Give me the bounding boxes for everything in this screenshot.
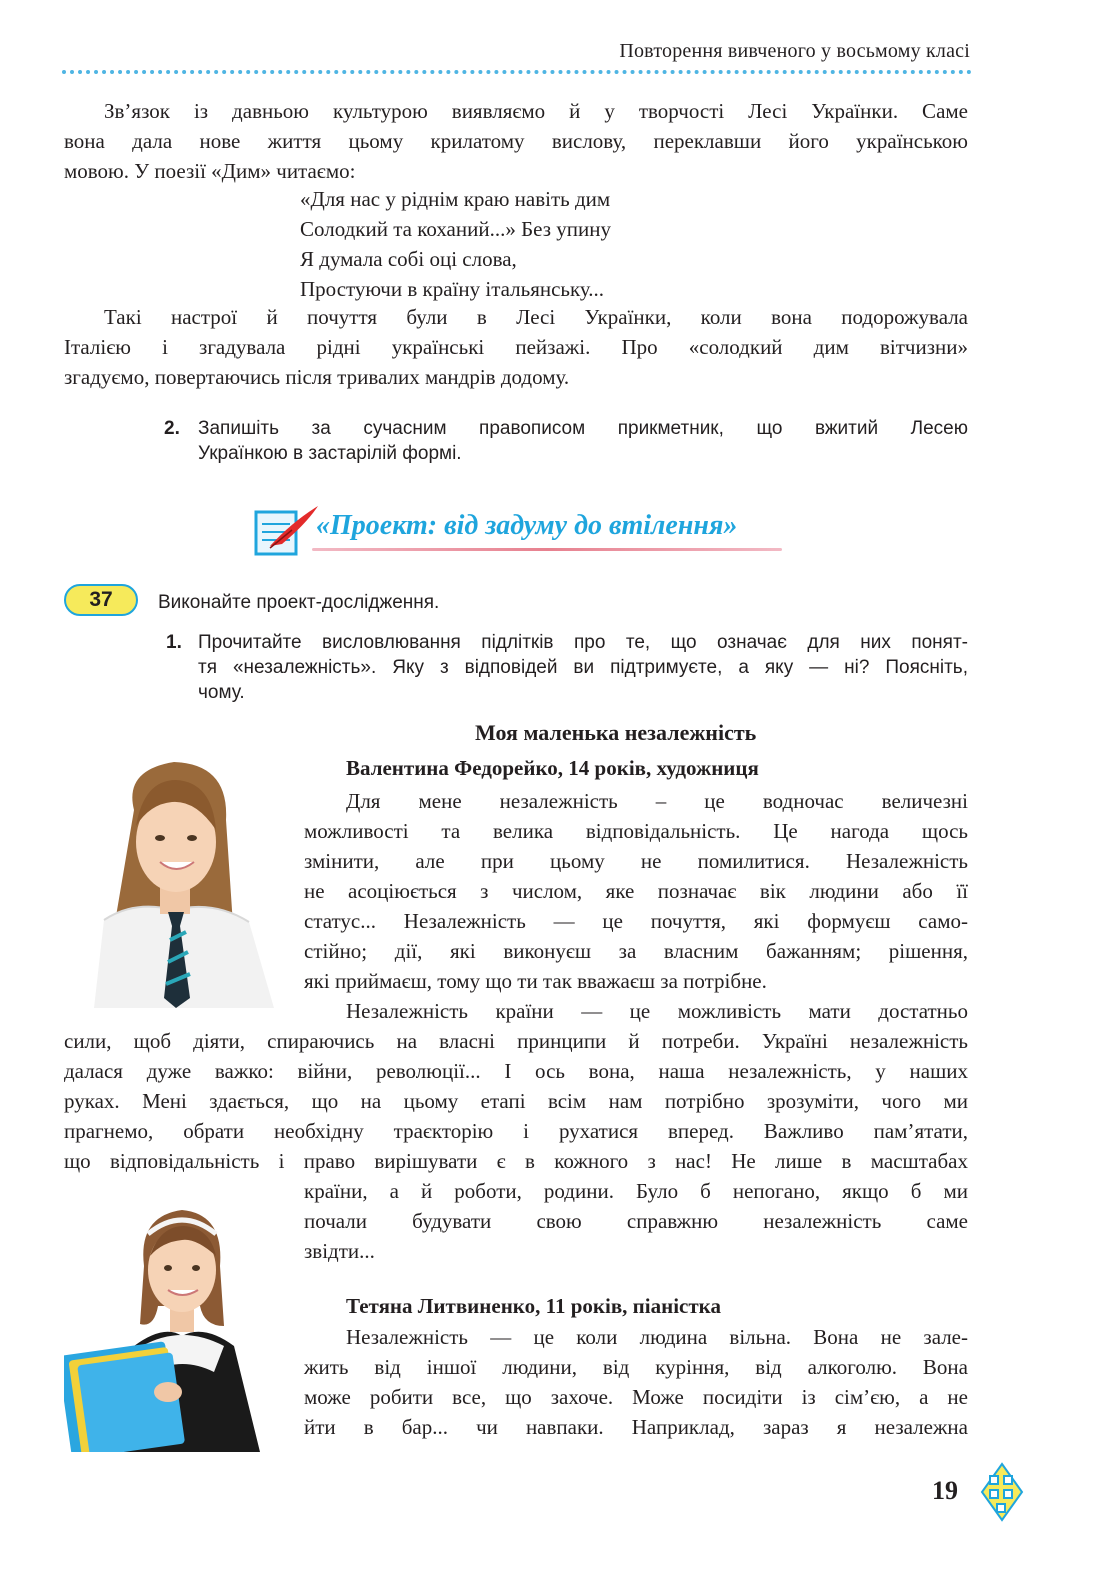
poem-quote: [300, 184, 760, 304]
text-line: стійно; дії, які виконуєш за власним бажанням; рішення,: [304, 939, 968, 963]
text-line: країни, а й роботи, родини. Було б непогано, якщо б ми: [304, 1179, 968, 1203]
text-line: почали будувати свою справжню незалежність саме: [304, 1209, 968, 1233]
task-1-text: [198, 630, 968, 705]
text-line: Італією і згадувала рідні українські пейзажі. Про «солодкий дим вітчизни»: [64, 335, 968, 359]
author-1-text-wide: [64, 1026, 968, 1176]
header-dotted-rule: [62, 70, 972, 74]
text-line: далася дуже важко: війни, революції... І ось вона, наша незалежність, у наших: [64, 1059, 968, 1083]
intro-paragraph: [64, 96, 968, 186]
poem-line: Я думала собі оці слова,: [300, 247, 517, 271]
text-line: звідти...: [304, 1239, 375, 1263]
text-line: руках. Мені здається, що на цьому етапі всім нам потрібно зрозуміти, чого ми: [64, 1089, 968, 1113]
text-line: йти в бар... чи навпаки. Наприклад, зараз я незалежна: [304, 1415, 968, 1439]
text-line: можливості та велика відповідальність. Це нагода щось: [304, 819, 968, 843]
text-line: тя «незалежність». Яку з відповідей ви підтримуєте, а яку — ні? Поясніть,: [198, 657, 968, 678]
project-banner: [252, 502, 792, 558]
text-line: Для мене незалежність – це водночас величезні: [346, 789, 968, 813]
project-title: «Проект: від задуму до втілення»: [316, 510, 738, 541]
text-line: Українкою в застарілій формі.: [198, 443, 462, 464]
exercise-instruction: Виконайте проект-дослідження.: [158, 592, 440, 613]
task-1-number: 1.: [166, 632, 182, 653]
task-2-number: 2.: [164, 418, 180, 439]
running-header: Повторення вивченого у восьмому класі: [619, 40, 970, 62]
text-line: вона дала нове життя цьому крилатому вислову, переклавши його українською: [64, 129, 968, 153]
text-line: може робити все, що захоче. Може посидіти із сім’єю, а не: [304, 1385, 968, 1409]
text-line: що відповідальність і право вирішувати є в кожного з нас! Не лише в масштабах: [64, 1149, 968, 1173]
text-line: які приймаєш, тому що ти так вважаєш за потрібне.: [304, 969, 767, 993]
author-1-heading: Валентина Федорейко, 14 років, художниця: [346, 756, 759, 780]
text-line: мовою. У поезії «Дим» читаємо:: [64, 159, 356, 183]
author-2-heading: Тетяна Литвиненко, 11 років, піаністка: [346, 1294, 721, 1318]
author-2-text: [304, 1322, 968, 1442]
photo-girl-tetiana: [64, 1196, 284, 1452]
poem-line: Простуючи в країну італьянську...: [300, 277, 605, 301]
text-line: сили, щоб діяти, спираючись на власні принципи й потреби. Україні незалежність: [64, 1029, 968, 1053]
text-line: змінити, але при цьому не помилитися. Незалежність: [304, 849, 968, 873]
text-line: Такі настрої й почуття були в Лесі Українки, коли вона подорожувала: [104, 305, 968, 329]
text-line: Незалежність — це коли людина вільна. Вона не зале-: [346, 1325, 968, 1349]
poem-line: «Для нас у ріднім краю навіть дим: [300, 187, 611, 211]
author-1-text-narrow: [304, 786, 968, 1026]
article-title: Моя маленька незалежність: [475, 720, 757, 745]
text-line: не асоціюється з числом, яке позначає вік людини або її: [304, 879, 968, 903]
task-2-text: [198, 416, 968, 466]
text-line: Незалежність країни — це можливість мати достатньо: [346, 999, 968, 1023]
project-underline: [312, 548, 782, 551]
page-number: 19: [932, 1476, 958, 1505]
text-line: прагнемо, обрати необхідну траєкторію і рухатися вперед. Важливо пам’ятати,: [64, 1119, 968, 1143]
text-line: Зв’язок із давньою культурою виявляємо й у творчості Лесі Українки. Саме: [104, 99, 968, 123]
text-line: Прочитайте висловлювання підлітків про те, що означає для них понят-: [198, 632, 968, 653]
author-1-text-narrow-2: [304, 1176, 968, 1266]
text-line: статус... Незалежність — це почуття, які формуєш само-: [304, 909, 968, 933]
photo-girl-valentyna: [64, 750, 284, 1008]
exercise-number-badge: 37: [64, 584, 138, 616]
after-poem-paragraph: [64, 302, 968, 392]
corner-ornament-icon: [980, 1462, 1024, 1522]
text-line: жить від іншої людини, від куріння, від алкоголю. Вона: [304, 1355, 968, 1379]
text-line: чому.: [198, 682, 245, 703]
text-line: згадуємо, повертаючись після тривалих мандрів додому.: [64, 365, 570, 389]
poem-line: Солодкий та коханий...» Без упину: [300, 217, 611, 241]
text-line: Запишіть за сучасним правописом прикметник, що вжитий Лесею: [198, 418, 968, 439]
